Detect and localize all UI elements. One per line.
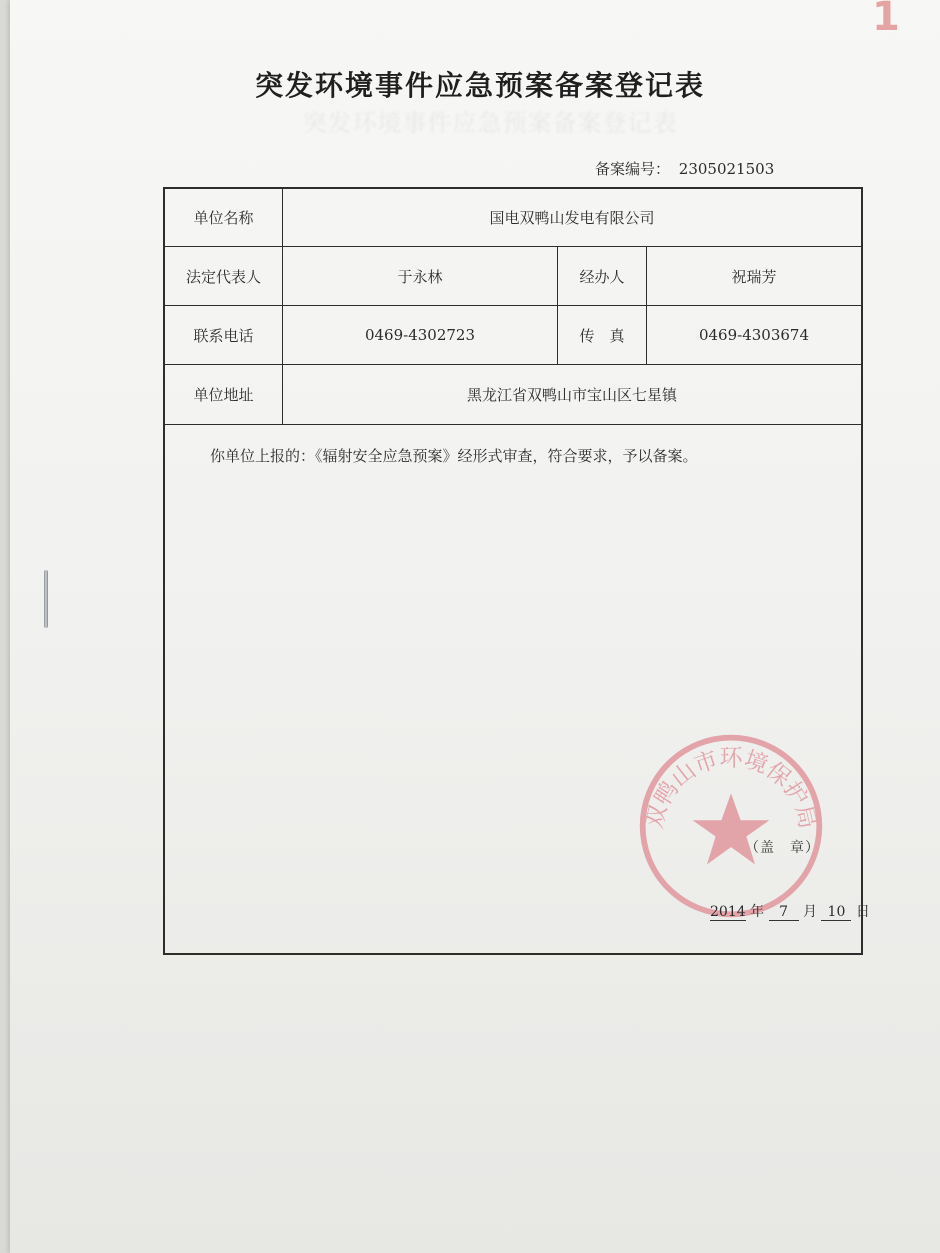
show-through-title: 突发环境事件应急预案备案登记表 — [302, 109, 678, 137]
row-legal-rep — [165, 247, 861, 306]
address-label: 单位地址 — [165, 365, 283, 424]
date-year: 2014 — [710, 904, 746, 920]
row-phone-fax — [165, 306, 861, 365]
seal-ring-text: 双鸭山市环境保护局 — [641, 745, 821, 832]
handler-label: 经办人 — [558, 247, 647, 305]
record-number-label: 备案编号： — [595, 160, 671, 178]
approval-content-area — [165, 425, 870, 953]
unit-name-label: 单位名称 — [165, 189, 283, 246]
record-number-value: 2305021503 — [678, 160, 775, 178]
legal-rep-value: 于永林 — [283, 247, 558, 305]
date-year-unit: 年 — [750, 904, 765, 920]
fax-value: 0469-4303674 — [698, 326, 810, 344]
paper-page — [10, 0, 940, 1253]
document-title: 突发环境事件应急预案备案登记表 — [254, 69, 705, 102]
date-month: 7 — [769, 904, 799, 921]
date-day: 10 — [821, 904, 851, 921]
approval-statement: 你单位上报的：《辐射安全应急预案》经形式审查，符合要求，予以备案。 — [210, 447, 698, 465]
official-seal-stamp — [635, 730, 827, 922]
staple-icon — [44, 570, 48, 628]
handler-value: 祝瑞芳 — [731, 267, 777, 286]
row-unit-name — [165, 189, 861, 247]
date-month-unit: 月 — [803, 904, 817, 920]
approval-date — [710, 901, 870, 921]
row-address — [165, 365, 861, 425]
corner-page-mark: 1 — [872, 0, 900, 40]
fax-label: 传 真 — [558, 306, 647, 364]
address-value: 黑龙江省双鸭山市宝山区七星镇 — [466, 386, 677, 404]
legal-rep-label: 法定代表人 — [165, 247, 283, 305]
unit-name-value: 国电双鸭山发电有限公司 — [489, 209, 655, 227]
registration-form-table — [163, 187, 870, 955]
date-day-unit: 日 — [855, 904, 870, 920]
seal-label: （盖 章） — [745, 840, 820, 856]
phone-label: 联系电话 — [165, 306, 283, 364]
phone-value: 0469-4302723 — [283, 306, 558, 364]
record-number — [595, 158, 774, 179]
